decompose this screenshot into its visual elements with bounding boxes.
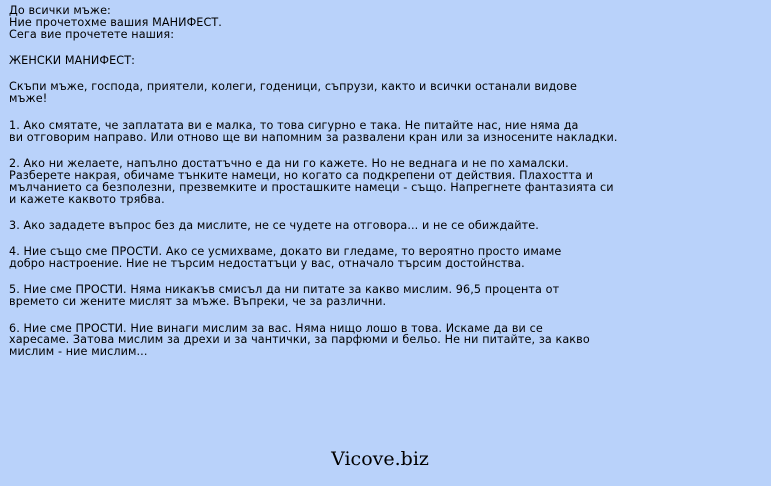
point-line: мълчанието са безполезни, презвемките и просташките намеци - също. Напрегнете фантазията си: [9, 180, 614, 194]
point-line: 6. Ние сме ПРОСТИ. Ние винаги мислим за вас. Няма нищо лошо в това. Искаме да ви се: [9, 321, 543, 335]
paragraph-gap: [9, 270, 769, 284]
paragraph-gap: [9, 232, 769, 246]
site-footer: Vicove.biz: [331, 448, 429, 470]
paragraph-gap: [9, 143, 769, 157]
greeting-line: До всички мъже:: [9, 4, 111, 17]
point-6: [9, 323, 769, 359]
manifesto-text: [9, 5, 769, 358]
paragraph-gap: [9, 205, 769, 219]
point-line: 5. Ние сме ПРОСТИ. Няма никакъв смисъл да ни питате за какво мислим. 96,5 процента от: [9, 283, 560, 297]
point-line: ви отговорим направо. Или отново ще ви напомним за развалени кран или за износените накладки.: [9, 130, 618, 144]
intro-line: Скъпи мъже, господа, приятели, колеги, годеници, съпрузи, както и всички останали видове: [9, 80, 577, 94]
paragraph-gap: [9, 308, 769, 322]
point-line: и кажете каквото трябва.: [9, 192, 165, 206]
paragraph-gap: [9, 67, 769, 81]
greeting-line: Ние прочетохме вашия МАНИФЕСТ.: [9, 15, 222, 29]
point-line: 1. Ако смятате, че заплатата ви е малка, то това сигурно е така. Не питайте нас, ние няма да: [9, 118, 579, 132]
point-line: добро настроение. Ние не търсим недостатъци у вас, отначало търсим достойнства.: [9, 257, 525, 271]
point-line: 4. Ние също сме ПРОСТИ. Ако се усмихваме, докато ви гледаме, то вероятно просто имаме: [9, 245, 562, 259]
point-line: 3. Ако зададете въпрос без да мислите, не се чудете на отговора... и не се обиждайте.: [9, 218, 539, 232]
point-1: [9, 120, 769, 144]
paragraph-gap: [9, 41, 769, 55]
point-line: времето си жените мислят за мъже. Въпреки, че за различни.: [9, 295, 387, 309]
greeting-line: Сега вие прочетете нашия:: [9, 27, 175, 41]
point-line: мислим - ние мислим...: [9, 345, 148, 359]
point-line: харесаме. Затова мислим за дрехи и за чантички, за парфюми и бельо. Не ни питайте, за какво: [9, 333, 590, 347]
point-4: [9, 246, 769, 270]
manifesto-heading: ЖЕНСКИ МАНИФЕСТ:: [9, 54, 136, 68]
point-line: Разберете накрая, обичаме тънките намеци, но когато са подкрепени от действия. Плахостта и: [9, 168, 594, 182]
point-3: [9, 220, 769, 232]
point-line: 2. Ако ни желаете, напълно достатъчно е да ни го кажете. Но не веднага и не по хамалски.: [9, 156, 569, 170]
intro-line: мъже!: [9, 92, 48, 106]
point-2: [9, 158, 769, 206]
point-5: [9, 284, 769, 308]
paragraph-gap: [9, 105, 769, 119]
